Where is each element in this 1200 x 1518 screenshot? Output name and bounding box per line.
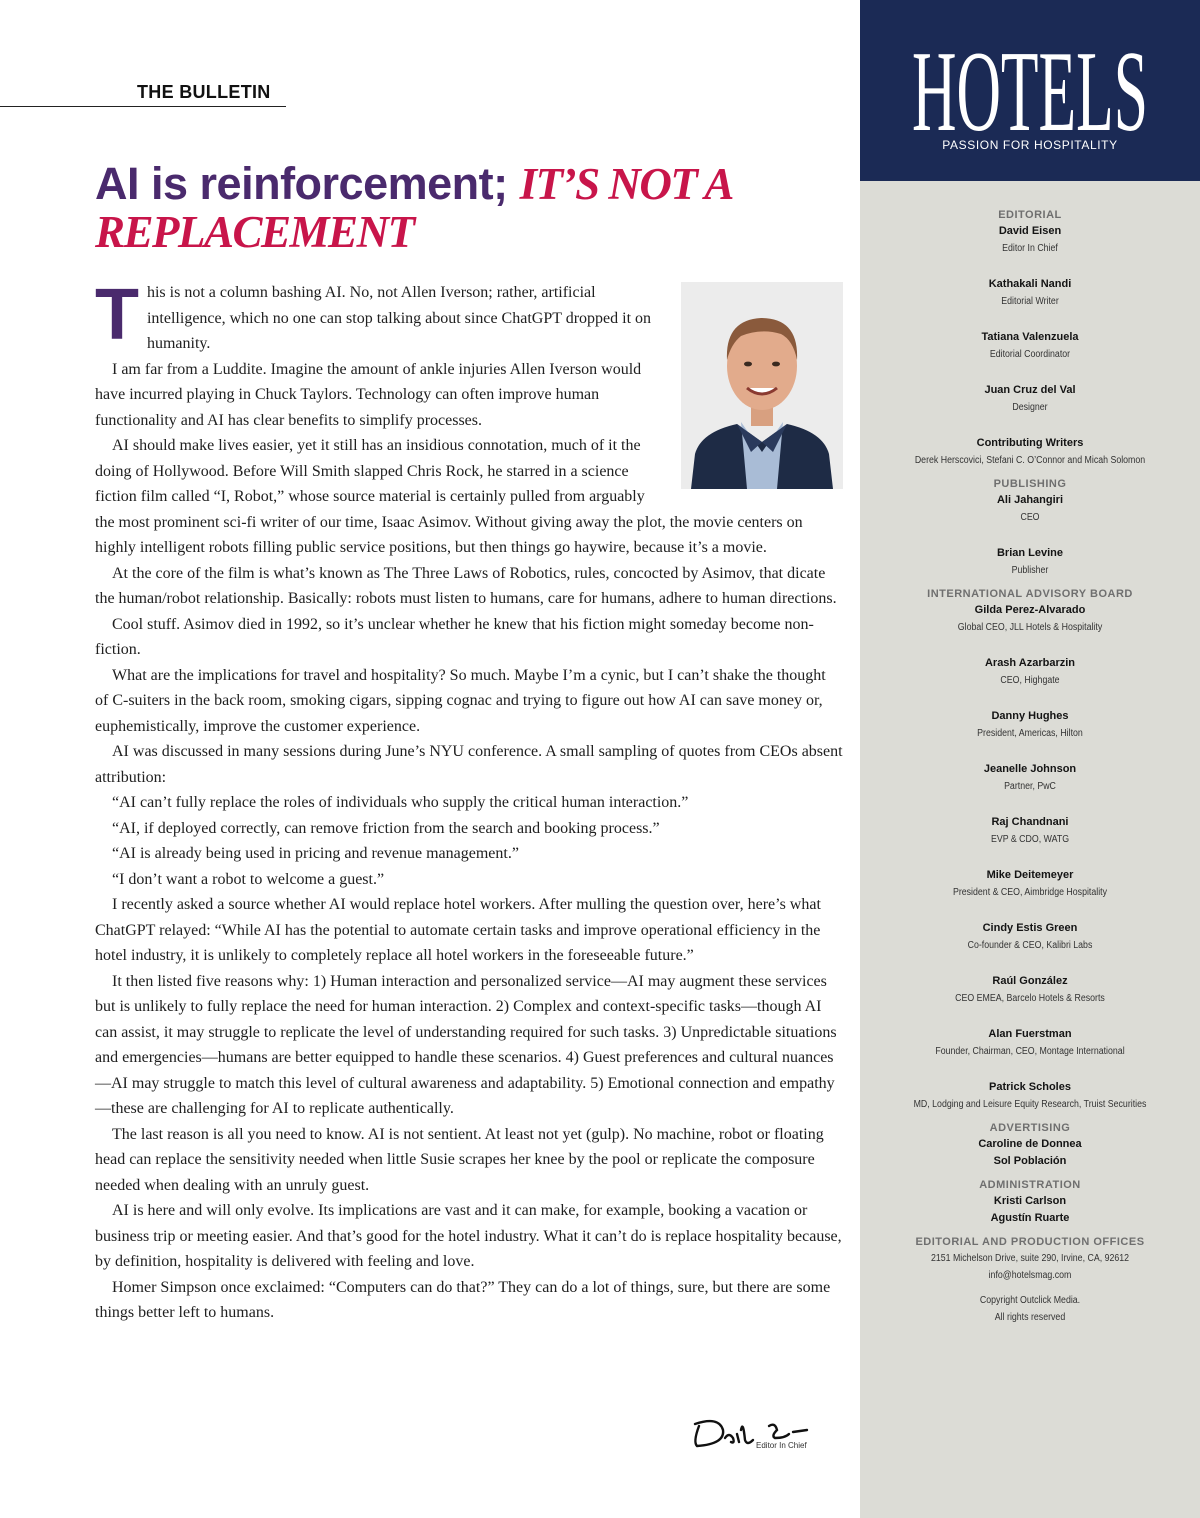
paragraph: It then listed five reasons why: 1) Human interaction and personalized service—AI may augment these services but is unlikely to fully replace the need for human interaction. 2) Complex and context-specific tasks—though AI can assist, it may struggle to replicate the level of understanding required for such tasks. 3) Unpredictable situations and emergencies—humans are better equipped to handle these scenarios. 4) Guest preferences and cultural nuances—AI may struggle to match this level of cultural awareness and adaptability. 5) Emotional connection and empathy—these are challenging for AI to replicate authentically. — [95, 972, 837, 1117]
copyright: Copyright Outclick Media. — [979, 1295, 1081, 1306]
board-name: Danny Hughes — [991, 710, 1069, 722]
board-name: Mike Deitemeyer — [986, 869, 1074, 881]
brand-tagline: PASSION FOR HOSPITALITY — [942, 138, 1118, 152]
paragraph: Cool stuff. Asimov died in 1992, so it’s unclear whether he knew that his fiction might someday become non-fiction. — [95, 615, 814, 658]
board-name: Gilda Perez-Alvarado — [974, 604, 1086, 616]
board-name: Raúl González — [992, 975, 1068, 987]
masthead-sidebar — [860, 0, 1200, 1518]
staff-role: Publisher — [1011, 565, 1049, 576]
staff-name: Brian Levine — [996, 547, 1064, 559]
board-name: Alan Fuerstman — [988, 1028, 1072, 1040]
masthead-list — [860, 208, 1200, 1326]
paragraph: his is not a column bashing AI. No, not Allen Iverson; rather, artificial intelligence, which no one can stop talking about since ChatGPT dropped it on humanity. — [146, 284, 652, 352]
board-role: Founder, Chairman, CEO, Montage International — [935, 1046, 1125, 1057]
signature-title: Editor In Chief — [756, 1441, 807, 1450]
quote: “AI, if deployed correctly, can remove friction from the search and booking process.” — [112, 819, 660, 837]
paragraph: I am far from a Luddite. Imagine the amount of ankle injuries Allen Iverson would have incurred playing in Chuck Taylors. Technology can often improve human functionality and AI has clear benefits to simplify processes. — [95, 360, 642, 429]
headline-part-1: AI is reinforcement; — [95, 158, 520, 209]
rights: All rights reserved — [994, 1312, 1066, 1323]
board-name: Patrick Scholes — [989, 1081, 1071, 1093]
section-heading: ADMINISTRATION — [979, 1179, 1081, 1191]
quote: “AI can’t fully replace the roles of individuals who supply the critical human interaction.” — [112, 794, 689, 811]
staff-name: Caroline de Donnea — [978, 1138, 1082, 1150]
staff-name: David Eisen — [998, 225, 1062, 237]
section-heading: EDITORIAL — [998, 209, 1062, 221]
section-rule — [0, 106, 286, 107]
section-heading: ADVERTISING — [989, 1122, 1071, 1134]
board-role: MD, Lodging and Leisure Equity Research, Truist Securities — [913, 1099, 1147, 1110]
office-email: info@hotelsmag.com — [988, 1270, 1072, 1281]
staff-name: Kristi Carlson — [993, 1195, 1067, 1207]
logo-wordmark: HOTELS — [912, 38, 1148, 136]
staff-role: Designer — [1012, 402, 1048, 413]
office-address: 2151 Michelson Drive, suite 290, Irvine, CA, 92612 — [930, 1253, 1130, 1264]
board-name: Cindy Estis Green — [982, 922, 1078, 934]
paragraph: AI is here and will only evolve. Its implications are vast and it can make, for example, booking a vacation or business trip or meeting easier. And that’s good for the hotel industry. What it can’t do is replace hospitality because, by definition, hospitality is delivered with feeling and love. — [95, 1202, 842, 1270]
board-name: Arash Azarbarzin — [984, 657, 1076, 669]
board-role: Global CEO, JLL Hotels & Hospitality — [957, 622, 1103, 633]
headline — [95, 160, 815, 256]
board-role: Co-founder & CEO, Kalibri Labs — [967, 940, 1093, 951]
paragraph: AI should make lives easier, yet it still has an insidious connotation, much of it the doing of Hollywood. Before Will Smith slapped Chris Rock, he starred in a science fiction film called “I, Robot,” whose source material is certainly pulled from arguably the most prominent sci-fi writer of our time, Isaac Asimov. Without giving away the plot, the movie centers on highly intelligent robots filling public service positions, but then things go haywire, because it’s a movie. — [95, 437, 803, 556]
staff-name: Tatiana Valenzuela — [981, 331, 1079, 343]
staff-name: Agustín Ruarte — [990, 1212, 1070, 1224]
author-photo — [681, 282, 843, 489]
staff-name: Ali Jahangiri — [996, 494, 1064, 506]
brand-banner — [860, 0, 1200, 181]
board-role: Partner, PwC — [1004, 781, 1056, 792]
section-label: THE BULLETIN — [137, 82, 271, 102]
staff-role: CEO — [1020, 512, 1040, 523]
staff-name: Juan Cruz del Val — [984, 384, 1076, 396]
paragraph: AI was discussed in many sessions during June’s NYU conference. A small sampling of quotes from CEOs absent attribution: — [95, 743, 843, 786]
section-heading: EDITORIAL AND PRODUCTION OFFICES — [915, 1236, 1145, 1248]
board-name: Jeanelle Johnson — [983, 763, 1077, 775]
staff-role: Editorial Writer — [1001, 296, 1059, 307]
staff-name: Kathakali Nandi — [988, 278, 1072, 290]
board-name: Raj Chandnani — [991, 816, 1069, 828]
article-body — [95, 275, 843, 1326]
section-heading: PUBLISHING — [993, 478, 1067, 490]
quote: “AI is already being used in pricing and revenue management.” — [112, 845, 519, 862]
board-role: President & CEO, Aimbridge Hospitality — [952, 887, 1108, 898]
paragraph: Homer Simpson once exclaimed: “Computers can do that?” They can do a lot of things, sure, but there are some things better left to humans. — [95, 1278, 831, 1321]
staff-role: Editor In Chief — [1002, 243, 1058, 254]
paragraph: At the core of the film is what’s known as The Three Laws of Robotics, rules, concocted by Asimov, that dicate the human/robot relationship. Basically: robots must listen to humans, care for humans, adhere to human directions. — [95, 564, 837, 607]
staff-role: Derek Herscovici, Stefani C. O’Connor and Micah Solomon — [914, 455, 1146, 466]
quote: “I don’t want a robot to welcome a guest.” — [112, 870, 385, 888]
staff-name: Sol Población — [993, 1155, 1067, 1167]
board-role: President, Americas, Hilton — [977, 728, 1083, 739]
section-heading: INTERNATIONAL ADVISORY BOARD — [927, 588, 1133, 600]
headline-part-2: IT’S NOT A REPLACEMENT — [95, 159, 731, 257]
paragraph: I recently asked a source whether AI would replace hotel workers. After mulling the question over, here’s what ChatGPT relayed: “While AI has the potential to automate certain tasks and improve operational efficiency in the hotel industry, it is unlikely to completely replace all hotel workers in the foreseeable future.” — [95, 896, 821, 964]
staff-name: Contributing Writers — [976, 437, 1084, 449]
board-role: CEO EMEA, Barcelo Hotels & Resorts — [955, 993, 1105, 1004]
paragraph: What are the implications for travel and hospitality? So much. Maybe I’m a cynic, but I can’t shake the thought of C-suiters in the back room, smoking cigars, sipping cognac and trying to figure out how AI can save money or, euphemistically, improve the customer experience. — [95, 666, 826, 735]
staff-role: Editorial Coordinator — [989, 349, 1071, 360]
paragraph: The last reason is all you need to know. AI is not sentient. At least not yet (gulp). No machine, robot or floating head can replace the sensitivity needed when little Susie scrapes her knee by the pool or replicate the composure needed when dealing with an unruly guest. — [95, 1125, 824, 1194]
hotels-logo — [910, 38, 1150, 136]
board-role: CEO, Highgate — [1000, 675, 1060, 686]
drop-cap: T — [95, 275, 139, 355]
board-role: EVP & CDO, WATG — [990, 834, 1070, 845]
